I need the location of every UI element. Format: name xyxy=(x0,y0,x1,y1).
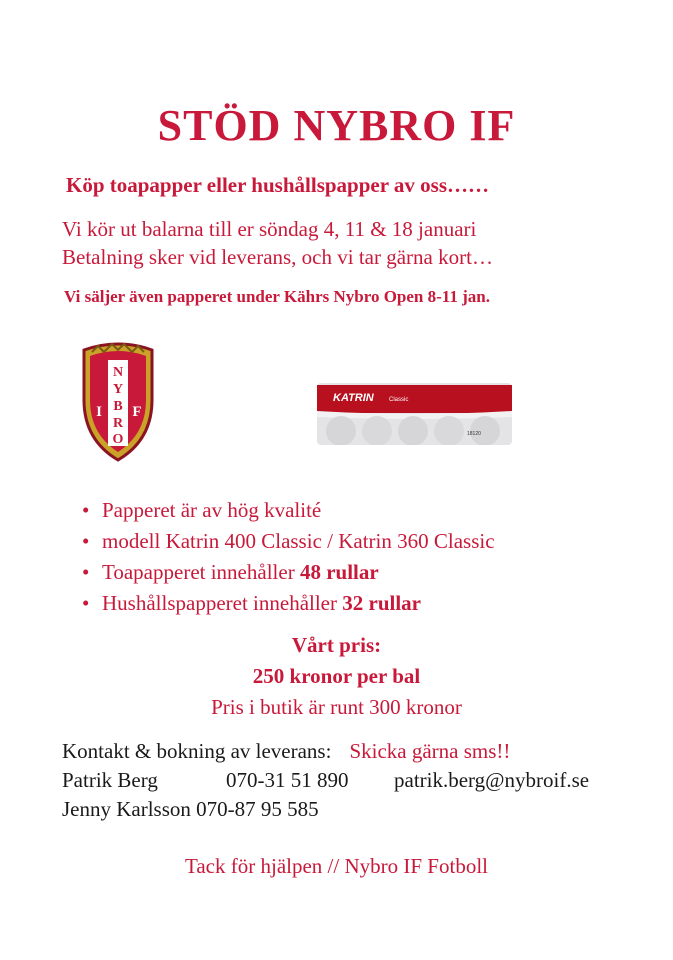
page-title: STÖD NYBRO IF xyxy=(157,101,516,150)
intro-headline: Köp toapapper eller hushållspapper av oss…… xyxy=(66,173,490,197)
bullet-icon: • xyxy=(82,560,90,584)
crest-letter: F xyxy=(132,404,142,420)
sms-note: Skicka gärna sms!! xyxy=(349,739,511,763)
crest-letter: N xyxy=(112,365,124,380)
bullet-icon: • xyxy=(82,591,90,615)
contact-name-phone: Jenny Karlsson 070-87 95 585 xyxy=(62,797,319,821)
list-item: • Toapapperet innehåller 48 rullar xyxy=(82,557,495,588)
price-heading: Vårt pris: xyxy=(291,633,382,657)
crest-letter: O xyxy=(112,432,124,447)
contact-name: Patrik Berg xyxy=(62,768,158,792)
product-model: Classic xyxy=(389,397,409,403)
bullet-icon: • xyxy=(82,529,90,553)
bullet-icon: • xyxy=(82,498,90,522)
list-item: • modell Katrin 400 Classic / Katrin 360 Classic xyxy=(82,526,495,557)
crest-letter: Y xyxy=(112,382,124,397)
contact-label: Kontakt & bokning av leverans: xyxy=(62,739,332,763)
feature-list xyxy=(82,495,495,619)
product-code: 18120 xyxy=(467,431,481,437)
footer-thanks: Tack för hjälpen // Nybro IF Fotboll xyxy=(185,854,488,878)
list-item: • Hushållspapperet innehåller 32 rullar xyxy=(82,588,495,619)
store-price-note: Pris i butik är runt 300 kronor xyxy=(211,695,462,719)
crest-letter: B xyxy=(113,399,123,414)
contact-heading xyxy=(62,739,510,764)
crest-letter: I xyxy=(96,404,102,420)
nybro-if-crest-icon xyxy=(78,342,158,462)
contact-email[interactable]: patrik.berg@nybroif.se xyxy=(394,768,590,792)
event-info: Vi säljer även papperet under Kährs Nybro Open 8-11 jan. xyxy=(64,287,490,306)
price-value: 250 kronor per bal xyxy=(252,664,421,688)
delivery-info: Vi kör ut balarna till er söndag 4, 11 & 18 januari xyxy=(62,217,477,241)
toilet-roll-count: 48 rullar xyxy=(299,560,379,584)
contact-phone[interactable]: 070-31 51 890 xyxy=(226,768,349,792)
payment-info: Betalning sker vid leverans, och vi tar gärna kort… xyxy=(62,245,493,269)
kitchen-roll-count: 32 rullar xyxy=(342,591,421,615)
katrin-paper-pack-icon xyxy=(317,383,512,445)
product-brand: KATRIN xyxy=(333,392,374,404)
crest-letter: R xyxy=(112,416,124,431)
list-item: • Papperet är av hög kvalité xyxy=(82,495,495,526)
